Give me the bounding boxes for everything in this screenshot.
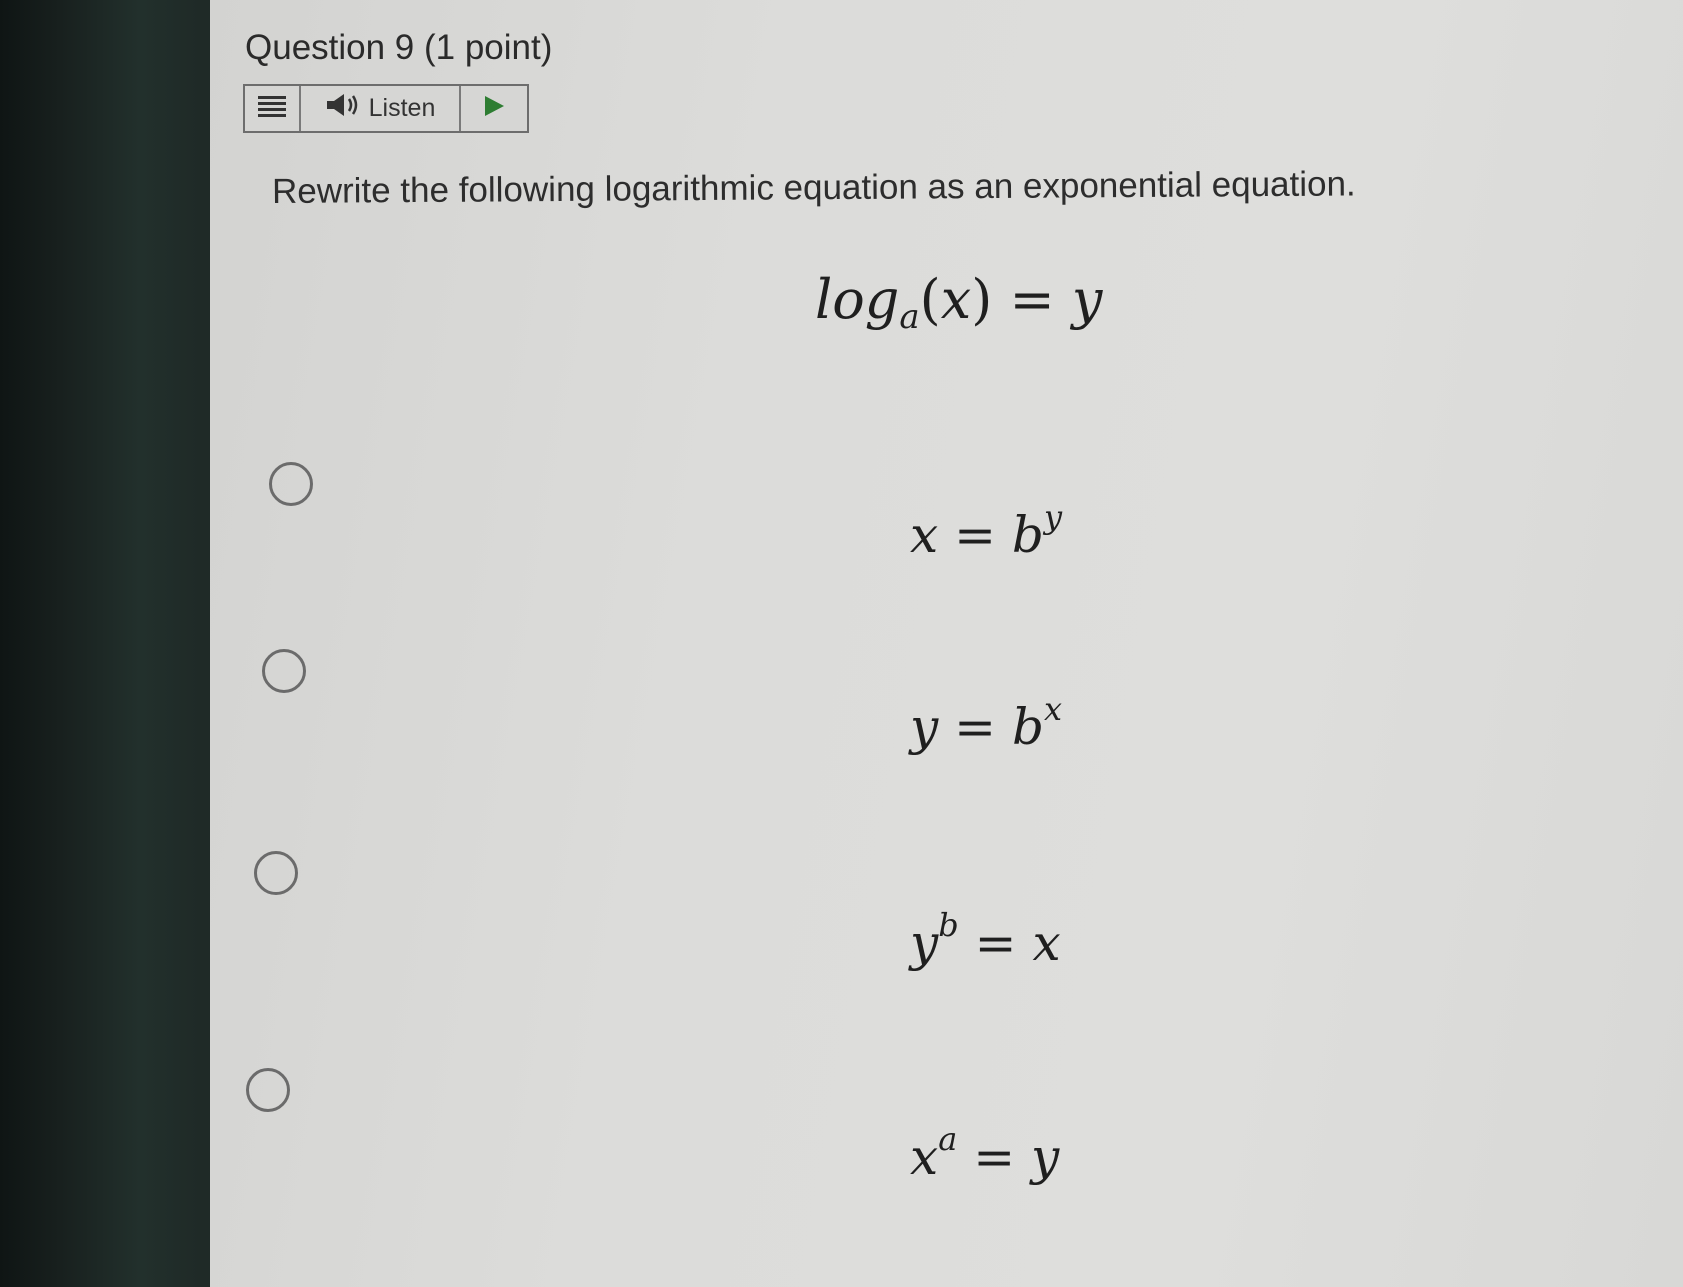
option-lhs: y [910,698,939,756]
option-rhs: b [1011,506,1044,564]
option-radio[interactable] [246,1068,290,1112]
log-result: y [1071,268,1103,331]
option-equation [910,906,1061,972]
option-rhs-exponent: y [1043,498,1063,536]
option-lhs: x [910,506,939,564]
question-prompt: Rewrite the following logarithmic equation as an exponential equation. [271,164,1356,211]
listen-toolbar [243,84,529,133]
option-radio[interactable] [269,462,313,506]
option-lhs: y [910,914,939,972]
play-icon [482,94,506,123]
close-paren: ) [971,268,993,331]
option-rhs-exponent: x [1043,690,1063,728]
log-base: a [899,297,920,337]
logarithmic-equation [815,268,1102,337]
listen-label: Listen [368,94,436,122]
equals-sign: = [954,506,997,564]
equals-sign: = [973,1128,1016,1186]
option-lhs-exponent: b [938,906,959,944]
option-rhs: b [1011,698,1044,756]
listen-button[interactable] [301,86,461,131]
log-function: log [815,268,900,331]
open-paren: ( [919,268,941,331]
question-title: Question 9 (1 point) [245,28,553,67]
equals-sign: = [1009,268,1055,331]
quiz-page [210,0,1683,1287]
option-lhs-exponent: a [938,1120,958,1158]
menu-button[interactable] [245,86,301,131]
option-equation [910,690,1062,756]
hamburger-icon [257,93,287,124]
option-rhs: y [1031,1128,1060,1186]
log-argument: x [940,268,972,331]
option-rhs: x [1032,914,1061,972]
speaker-icon [325,91,361,126]
option-lhs: x [910,1128,939,1186]
play-button[interactable] [461,86,527,131]
equals-sign: = [974,914,1017,972]
option-equation [910,1120,1059,1186]
option-radio[interactable] [254,851,298,895]
option-equation [910,498,1062,564]
equals-sign: = [954,698,997,756]
option-radio[interactable] [262,649,306,693]
